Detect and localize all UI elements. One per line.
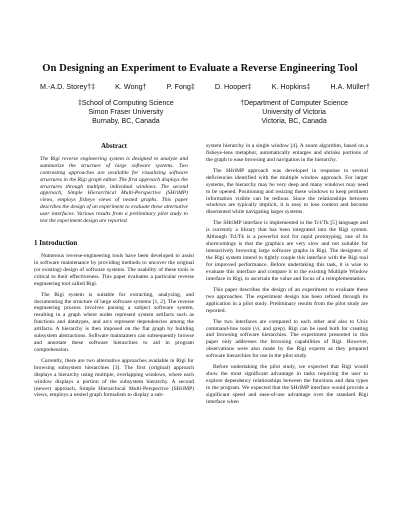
- author: K. Hopkins‡: [271, 82, 311, 91]
- right-column: [206, 143, 368, 406]
- author: D. Hooper‡: [214, 82, 252, 91]
- paragraph: The SHriMP approach was developed in response to several deficiencies identified with the multiple window approach. For larger systems, the hierarchy may be very deep and many windows may need to be opened. Positioning and resizing these windows to keep pertinent information visible can be tedious. Since the relationships between windows are typically implicit, it is easy to lose context and become disoriented while navigating larger systems.: [206, 167, 368, 216]
- paper-title: On Designing an Experiment to Evaluate a Reverse Engineering Tool: [42, 63, 358, 74]
- affiliation-uvic: [240, 99, 348, 127]
- affiliation-line: †Department of Computer Science: [240, 100, 348, 107]
- paragraph: The Rigi system is suitable for extracting, analyzing, and documenting the structure of large software systems [1, 2]. The reverse engineering process involves parsing a subject software system, resulting in a graph where nodes represent system artifacts such as functions and datatypes, and arcs represent dependencies among the artifacts. A hierarchy is then imposed on the flat graph by building subsystem abstractions. Software maintainers can subsequently browse and annotate these software hierarchies to aid in program comprehension.: [34, 291, 194, 353]
- abstract-heading: Abstract: [100, 142, 128, 150]
- affiliation-line: University of Victoria: [262, 109, 326, 117]
- affiliation-line: Burnaby, BC, Canada: [92, 118, 160, 126]
- affiliation-line: ‡School of Computing Science: [78, 100, 174, 107]
- affiliation-line: Victoria, BC, Canada: [261, 118, 327, 126]
- abstract-text: The Rigi reverse engineering system is designed to analyze and summarize the structure of large software systems. Two contrasting approaches are available for visualizing software structures in the Rigi graph editor. The first approach displays the structures through multiple, individual windows. The second approach, Simple Hierarchical Multi-Perspective (SHriMP) views, employs fisheye views of nested graphs. This paper describes the design of an experiment to evaluate these alternative user interfaces. Various results from a preliminary pilot study to test the experiment design are reported.: [40, 155, 188, 225]
- affiliation-line: Simon Fraser University: [88, 109, 164, 117]
- affiliation-sfu: [78, 99, 174, 127]
- paragraph: Before undertaking the pilot study, we expected that Rigi would show the most significant advantage in tasks requiring the user to explore dependency relationships between the functions and data types in the program. We expected that the SHriMP interface would provide a significant speed and ease-of-use advantage over the standard Rigi interface when: [206, 364, 368, 405]
- author: P. Fong‡: [166, 82, 195, 91]
- author: M.-A.D. Storey†‡: [40, 82, 96, 91]
- author-list: [40, 82, 370, 91]
- affiliations: [78, 99, 348, 127]
- paragraph: Currently, there are two alternative approaches available in Rigi for browsing subsystem hierarchies [3]. The first (original) approach displays a hierarchy using multiple, overlapping windows, where each window displays a portion of the subsystem hierarchy. A second (newer) approach, Simple Hierarchical Multi-Perspective (SHriMP) views, employs a nested graph formalism to display a sub-: [34, 357, 194, 399]
- paragraph: This paper describes the design of an experiment to evaluate these two approaches. The experiment design has been refined through its application in a pilot study. Preliminary results from the pilot study are reported.: [206, 286, 368, 314]
- paragraph: Numerous reverse-engineering tools have been developed to assist in software maintenance by providing methods to uncover the original (or existing) design of software systems. The usability of these tools is critical to their effectiveness. This paper evaluates a particular reverse engineering tool called Rigi.: [34, 252, 194, 287]
- author: H.A. Müller†: [330, 82, 370, 91]
- left-column: [34, 143, 194, 399]
- paragraph: system hierarchy in a single window [4]. A zoom algorithm, based on a fisheye-lens metaphor, automatically enlarges and shrinks portions of the graph to ease browsing and navigation in the hierarchy.: [206, 143, 368, 163]
- paragraph: The SHriMP interface is implemented in the Tcl/Tk [5] language and is currently a library that has been integrated into the Rigi system. Although Tcl/Tk is a powerful tool for rapid prototyping, one of its shortcomings is that the graphics are very slow and not suitable for interactively browsing large software graphs in Rigi. The designers of the Rigi system intend to tightly couple this interface with the Rigi tool for improved performance. Before undertaking this task, it is wise to evaluate this interface and compare it to the existing Multiple Window interface in Rigi, to ascertain the value and focus of a reimplementation.: [206, 220, 368, 282]
- section-heading: 1 Introduction: [34, 238, 78, 247]
- paragraph: The two interfaces are compared to each other and also to Unix command-line tools (vi, and grep). Rigi can be used both for creating and browsing software hierarchies. The experiment presented in this paper only addresses the browsing capabilities of Rigi. However, observations were also made by the Rigi experts as they prepared software hierarchies for use in the pilot study.: [206, 318, 368, 360]
- author: K. Wong†: [115, 82, 147, 91]
